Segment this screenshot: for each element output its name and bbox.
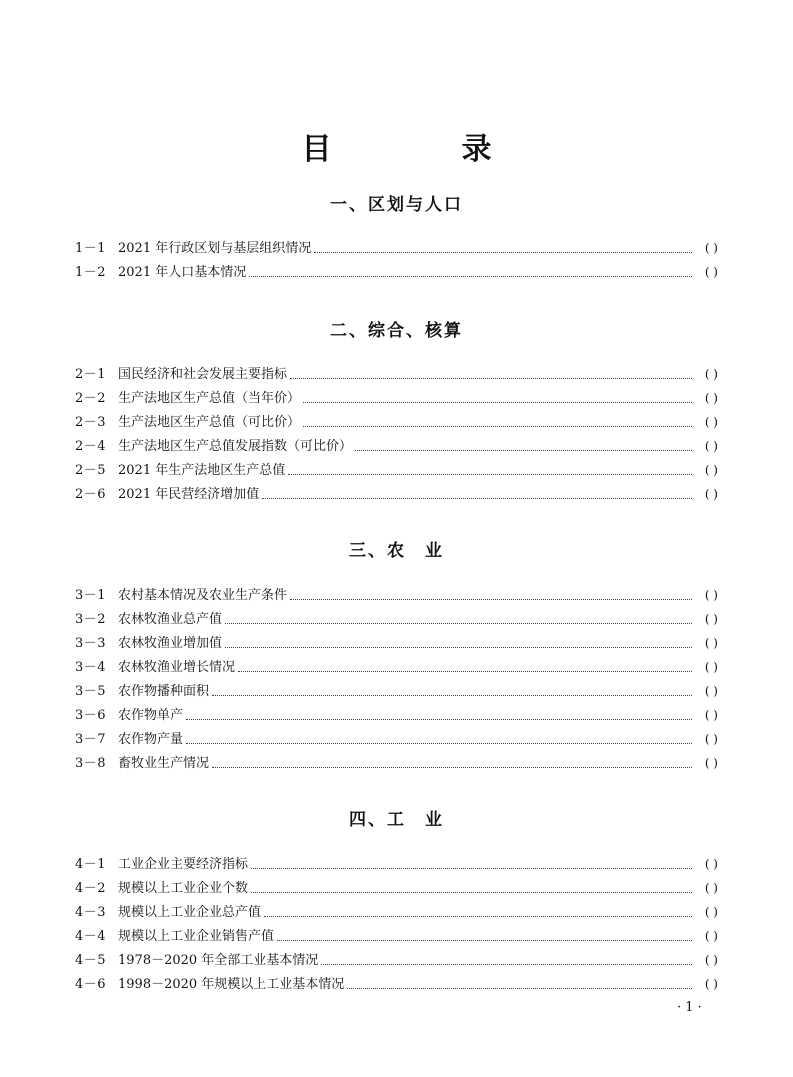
toc-entry-page: ( ) [704,391,718,405]
section-heading-population: 一、区划与人口 [330,195,463,215]
toc-entry[interactable] [75,482,718,506]
toc-entry[interactable] [75,386,718,410]
toc-entry-number: 3－8 [75,756,107,771]
toc-list-accounting [75,362,718,506]
toc-entry-page: ( ) [704,487,718,501]
toc-entry[interactable] [75,679,718,703]
toc-entry-title: 国民经济和社会发展主要指标 [118,367,288,382]
toc-entry-page: ( ) [704,977,718,991]
toc-entry-number: 3－5 [75,684,107,699]
toc-entry-page: ( ) [704,732,718,746]
toc-entry[interactable] [75,703,718,727]
toc-entry[interactable] [75,607,718,631]
toc-entry-number: 1－2 [75,265,107,280]
toc-entry-page: ( ) [704,953,718,967]
dot-leader [264,916,692,917]
toc-entry[interactable] [75,410,718,434]
dot-leader [321,964,692,965]
toc-entry-page: ( ) [704,265,718,279]
dot-leader [347,988,692,989]
dot-leader [290,599,692,600]
toc-list-industry [75,852,718,996]
toc-entry-title: 农作物产量 [118,732,184,747]
toc-entry-title: 农作物单产 [118,708,184,723]
toc-entry[interactable] [75,948,718,972]
toc-entry[interactable] [75,972,718,996]
toc-entry-title: 1998－2020 年规模以上工业基本情况 [118,977,345,992]
toc-entry-number: 2－3 [75,415,107,430]
toc-entry[interactable] [75,631,718,655]
toc-entry-number: 3－2 [75,612,107,627]
toc-entry-page: ( ) [704,415,718,429]
toc-entry[interactable] [75,876,718,900]
toc-entry-title: 农林牧渔业增加值 [118,636,223,651]
dot-leader [251,868,692,869]
toc-entry-page: ( ) [704,684,718,698]
toc-entry-number: 2－4 [75,439,107,454]
toc-entry-number: 2－6 [75,487,107,502]
toc-entry-page: ( ) [704,367,718,381]
toc-entry[interactable] [75,852,718,876]
toc-entry-title: 2021 年民营经济增加值 [118,487,260,502]
toc-entry[interactable] [75,727,718,751]
toc-entry-title: 农作物播种面积 [118,684,210,699]
toc-entry-page: ( ) [704,857,718,871]
dot-leader [288,474,692,475]
toc-entry-number: 3－6 [75,708,107,723]
toc-entry-number: 4－5 [75,953,107,968]
dot-leader [303,402,692,403]
toc-list-agriculture [75,583,718,775]
toc-entry-title: 工业企业主要经济指标 [118,857,249,872]
toc-entry-title: 生产法地区生产总值（当年价） [118,391,301,406]
toc-entry-number: 4－6 [75,977,107,992]
toc-entry-page: ( ) [704,756,718,770]
toc-entry-title: 农村基本情况及农业生产条件 [118,588,288,603]
section-heading-industry: 四、工 业 [349,810,444,830]
toc-entry-page: ( ) [704,636,718,650]
toc-entry[interactable] [75,434,718,458]
dot-leader [262,498,692,499]
toc-entry-page: ( ) [704,463,718,477]
toc-entry[interactable] [75,362,718,386]
dot-leader [290,378,692,379]
section-heading-agriculture: 三、农 业 [349,541,444,561]
dot-leader [238,671,692,672]
toc-entry[interactable] [75,260,718,284]
dot-leader [249,276,692,277]
dot-leader [355,450,692,451]
dot-leader [303,426,692,427]
toc-entry-number: 4－4 [75,929,107,944]
toc-entry-title: 农林牧渔业总产值 [118,612,223,627]
toc-entry-number: 3－3 [75,636,107,651]
page-number: · 1 · [677,1000,702,1015]
toc-entry-number: 2－2 [75,391,107,406]
toc-entry-number: 3－4 [75,660,107,675]
toc-entry[interactable] [75,236,718,260]
toc-entry-page: ( ) [704,660,718,674]
toc-entry-page: ( ) [704,905,718,919]
dot-leader [251,892,692,893]
toc-entry-number: 3－7 [75,732,107,747]
toc-entry-number: 4－3 [75,905,107,920]
toc-entry[interactable] [75,583,718,607]
toc-entry-title: 生产法地区生产总值（可比价） [118,415,301,430]
toc-entry[interactable] [75,751,718,775]
toc-entry-number: 1－1 [75,241,107,256]
toc-entry-page: ( ) [704,881,718,895]
toc-entry-number: 4－2 [75,881,107,896]
toc-entry-title: 规模以上工业企业个数 [118,881,249,896]
toc-entry-number: 2－5 [75,463,107,478]
dot-leader [212,767,692,768]
toc-entry-number: 3－1 [75,588,107,603]
toc-entry-page: ( ) [704,708,718,722]
toc-entry-title: 生产法地区生产总值发展指数（可比价） [118,439,353,454]
dot-leader [225,623,692,624]
toc-entry-title: 规模以上工业企业销售产值 [118,929,275,944]
toc-entry[interactable] [75,924,718,948]
toc-entry-number: 2－1 [75,367,107,382]
toc-entry-page: ( ) [704,241,718,255]
dot-leader [277,940,692,941]
toc-entry-page: ( ) [704,439,718,453]
toc-list-population [75,236,718,284]
toc-entry-page: ( ) [704,588,718,602]
toc-entry[interactable] [75,655,718,679]
dot-leader [212,695,692,696]
toc-entry-title: 农林牧渔业增长情况 [118,660,236,675]
toc-entry-number: 4－1 [75,857,107,872]
toc-entry-page: ( ) [704,929,718,943]
toc-entry[interactable] [75,900,718,924]
page-title: 目 录 [301,132,542,167]
toc-entry-page: ( ) [704,612,718,626]
dot-leader [225,647,692,648]
toc-entry-title: 畜牧业生产情况 [118,756,210,771]
toc-entry[interactable] [75,458,718,482]
section-heading-accounting: 二、综合、核算 [330,321,463,341]
toc-entry-title: 2021 年行政区划与基层组织情况 [118,241,312,256]
dot-leader [186,743,692,744]
dot-leader [186,719,692,720]
toc-entry-title: 规模以上工业企业总产值 [118,905,262,920]
dot-leader [314,252,692,253]
toc-entry-title: 1978－2020 年全部工业基本情况 [118,953,319,968]
toc-entry-title: 2021 年人口基本情况 [118,265,247,280]
toc-entry-title: 2021 年生产法地区生产总值 [118,463,286,478]
